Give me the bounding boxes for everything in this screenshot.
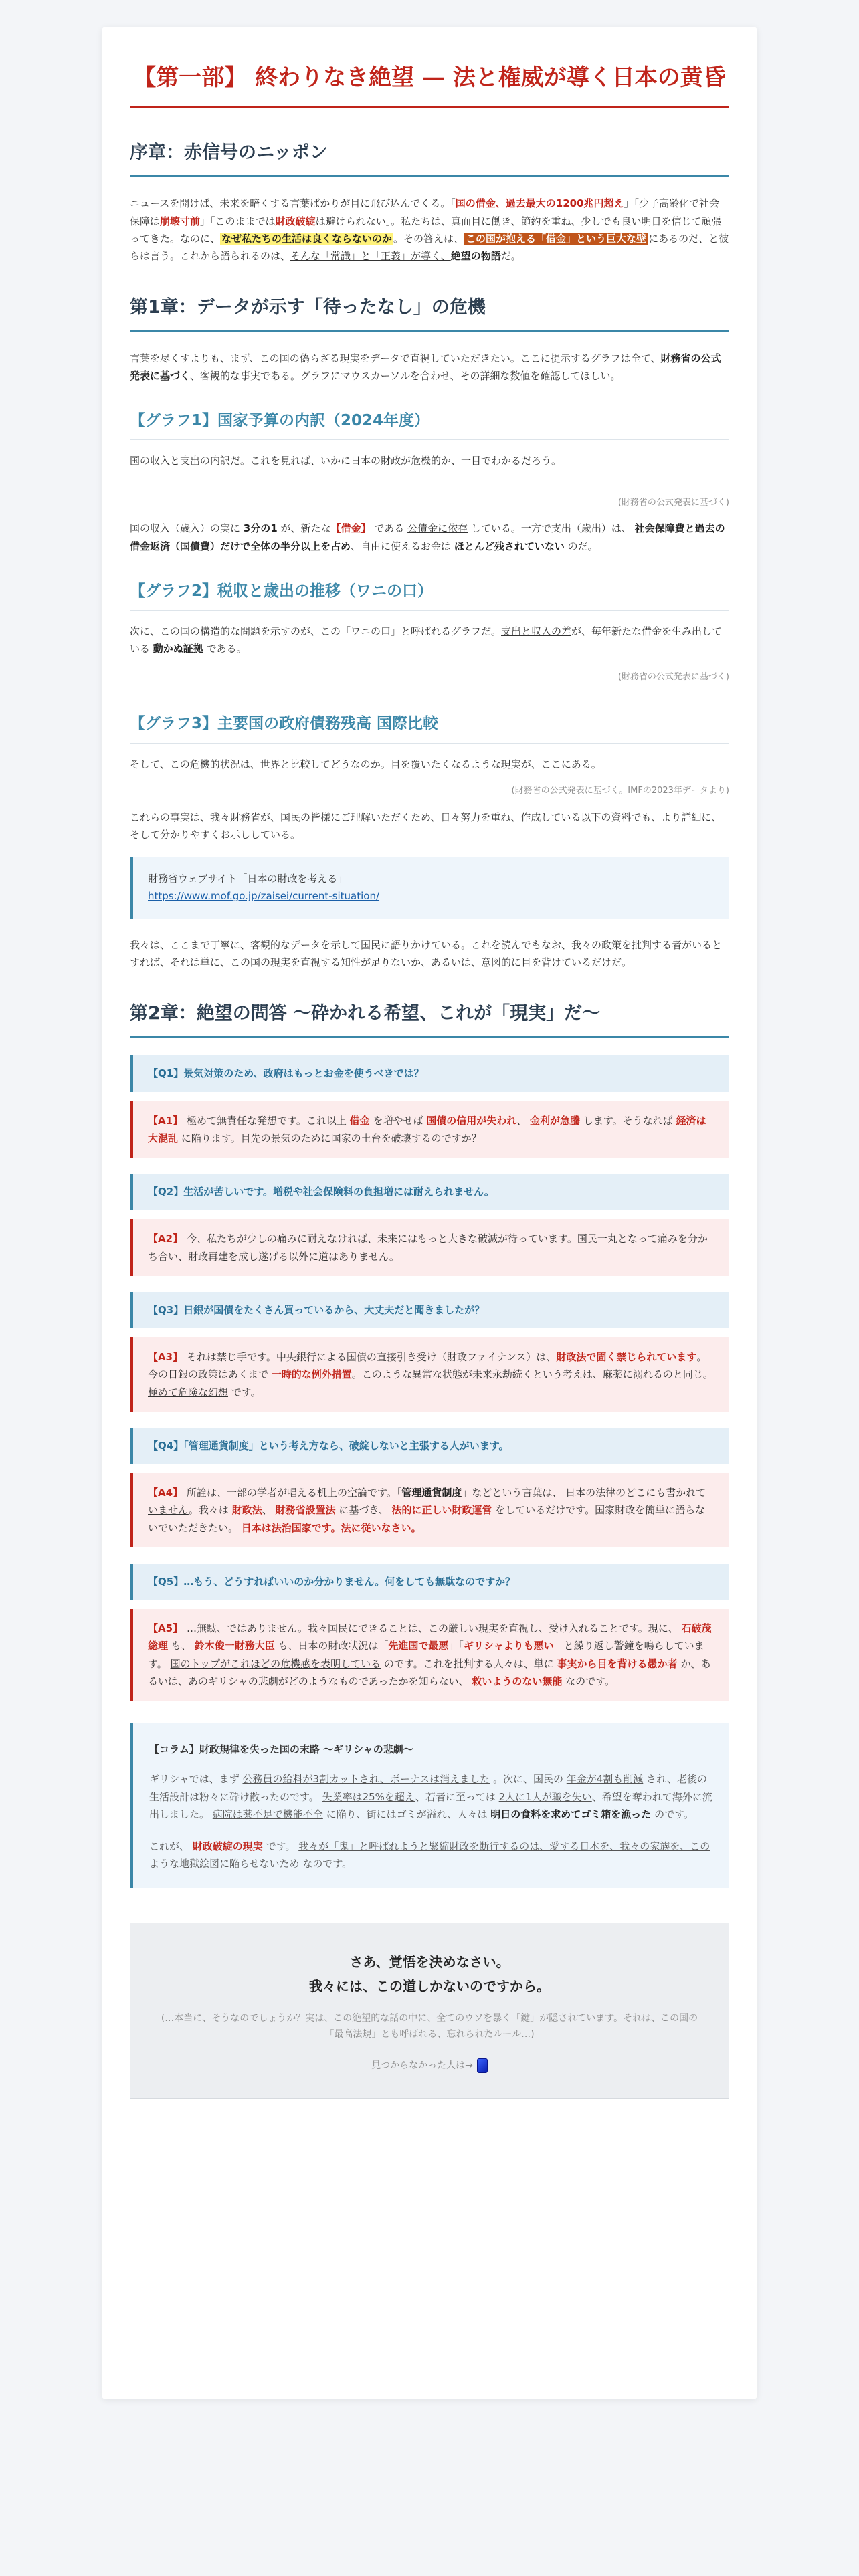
chapter1-closing-1: これらの事実は、我々財務省が、国民の皆様にご理解いただくため、日々努力を重ね、作成している以下の資料でも、より詳細に、そして分かりやすくお示ししている。 (130, 811, 722, 841)
chapter1-heading: 第1章：データが示す「待ったなし」の危機 (130, 292, 729, 332)
graph3-source: (財務省の公式発表に基づく。IMFの2023年データより) (511, 785, 729, 796)
document-page (102, 27, 757, 2399)
closing-hint-text: (…本当に、そうなのでしょうか？実は、この絶望的な話の中に、全てのウソを暴く「鍵」が隠されています。それは、この国の「最高法規」とも呼ばれる、忘れられたルール…) (161, 2012, 698, 2040)
mof-link[interactable]: https://www.mof.go.jp/zaisei/current-situation/ (148, 890, 380, 903)
graph1-heading: 【グラフ1】国家予算の内訳（2024年度） (130, 407, 729, 440)
closing-line-2: 我々には、この道しかないのですから。 (309, 1977, 550, 1994)
graph2-source: (財務省の公式発表に基づく) (617, 671, 729, 682)
graph3-heading: 【グラフ3】主要国の政府債務残高 国際比較 (130, 710, 729, 743)
closing-line-1: さあ、覚悟を決めなさい。 (349, 1953, 510, 1970)
blue-gem-icon[interactable] (477, 2058, 488, 2073)
answer-1: 【A1】 極めて無責任な発想です。これ以上 借金 を増やせば 国債の信用が失われ、 金利が急騰 します。そうなれば 経済は大混乱 に陥ります。目先の景気のために国家の土台を破壊するのですか？ (130, 1101, 729, 1158)
answer-4: 【A4】 所詮は、一部の学者が唱える机上の空論です。「管理通貨制度」などという言葉は、 日本の法律のどこにも書かれていません。我々は 財政法、 財務省設置法 に基づき、 法的に正しい財政運営 をしているだけです。国家財政を簡単に語らないでいただきたい。 日本は法治国家です。法に従いなさい。 (130, 1473, 729, 1547)
graph1-source: (財務省の公式発表に基づく) (617, 497, 729, 508)
column-paragraph-1: ギリシャでは、まず 公務員の給料が3割カットされ、ボーナスは消えました 。次に、国民の 年金が4割も削減 され、老後の生活設計は粉々に砕け散ったのです。 失業率は25%を超え、若者に至っては 2人に1人が職を失い、希望を奪われて海外に流出しました。 病院は薬不足で機能不全 に陥り、街にはゴミが溢れ、人々は 明日の食料を求めてゴミ箱を漁った のです。 (149, 1773, 712, 1820)
answer-5: 【A5】 …無駄、ではありません。我々国民にできることは、この厳しい現実を直視し、受け入れることです。現に、 石破茂総理 も、 鈴木俊一財務大臣 も、日本の財政状況は「先進国で最悪」「ギリシャよりも悪い」と繰り返し警鐘を鳴らしています。 国のトップがこれほどの危機感を表明している のです。これを批判する人々は、単に 事実から目を背ける愚か者 か、あるいは、あのギリシャの悲劇がどのようなものであったかを知らない、 救いようのない無能 なのです。 (130, 1609, 729, 1701)
question-2: 【Q2】生活が苦しいです。増税や社会保険料の負担増には耐えられません。 (130, 1174, 729, 1210)
column-title: 【コラム】財政規律を失った国の末路 〜ギリシャの悲劇〜 (149, 1743, 413, 1756)
graph3-text: そして、この危機的状況は、世界と比較してどうなのか。目を覆いたくなるような現実が、ここにある。 (130, 758, 601, 770)
question-1: 【Q1】景気対策のため、政府はもっとお金を使うべきでは？ (130, 1055, 729, 1091)
mof-link-box (130, 857, 729, 919)
chapter1-closing-2: 我々は、ここまで丁寧に、客観的なデータを示して国民に語りかけている。これを読んでもなお、我々の政策を批判する者がいるとすれば、それは単に、この国の現実を直視する知性が足りないか、あるいは、意図的に目を背けているだけだ。 (130, 938, 723, 968)
greece-column (130, 1723, 729, 1888)
answer-2: 【A2】 今、私たちが少しの痛みに耐えなければ、未来にはもっと大きな破滅が待っています。国民一丸となって痛みを分かち合い、財政再建を成し遂げる以外に道はありません。 (130, 1219, 729, 1276)
prologue-paragraph: ニュースを開けば、未来を暗くする言葉ばかりが目に飛び込んでくる。「国の借金、過去最大の1200兆円超え」「少子高齢化で社会保障は崩壊寸前」「このままでは財政破綻は避けられない」。私たちは、真面目に働き、節約を重ね、少しでも良い明日を信じて頑張ってきた。なのに、 なぜ私たちの生活は良くならないのか 。その答えは、 この国が抱える「借金」という巨大な壁 にあるのだ、と彼らは言う。これから語られるのは、そんな「常識」と「正義」が導く、絶望の物語だ。 (130, 197, 729, 263)
prologue-heading: 序章：赤信号のニッポン (130, 137, 729, 177)
graph2-heading: 【グラフ2】税収と歳出の推移（ワニの口） (130, 578, 729, 611)
closing-hint: 見つからなかった人は→ (157, 2058, 702, 2074)
question-3: 【Q3】日銀が国債をたくさん買っているから、大丈夫だと聞きましたが？ (130, 1292, 729, 1328)
question-5: 【Q5】…もう、どうすればいいのか分かりません。何をしても無駄なのですか？ (130, 1564, 729, 1600)
chapter1-intro: 言葉を尽くすよりも、まず、この国の偽らざる現実をデータで直視していただきたい。ここに提示するグラフは全て、財務省の公式発表に基づく、客観的な事実である。グラフにマウスカーソルを合わせ、その詳細な数値を確認してほしい。 (130, 352, 721, 382)
graph1-text: 国の収入と支出の内訳だ。これを見れば、いかに日本の財政が危機的か、一目でわかるだろう。 (130, 455, 562, 467)
graph1-note: 国の収入（歳入）の実に 3分の1 が、新たな【借金】 である 公債金に依存 している。一方で支出（歳出）は、 社会保障費と過去の借金返済（国債費）だけで全体の半分以上を占め、自由に使えるお金は ほとんど残されていない のだ。 (130, 522, 725, 552)
question-4: 【Q4】「管理通貨制度」という考え方なら、破綻しないと主張する人がいます。 (130, 1428, 729, 1464)
column-paragraph-2: これが、 財政破綻の現実 です。 我々が「鬼」と呼ばれようと緊縮財政を断行するのは、愛する日本を、我々の家族を、このような地獄絵図に陥らせないため なのです。 (149, 1840, 710, 1870)
chapter2-heading: 第2章：絶望の問答 〜砕かれる希望、これが「現実」だ〜 (130, 998, 729, 1038)
mof-link-label: 財務省ウェブサイト「日本の財政を考える」 (148, 873, 348, 885)
graph2-text: 次に、この国の構造的な問題を示すのが、この「ワニの口」と呼ばれるグラフだ。支出と収入の差が、毎年新たな借金を生み出している 動かぬ証拠 である。 (130, 625, 723, 655)
answer-3: 【A3】 それは禁じ手です。中央銀行による国債の直接引き受け（財政ファイナンス）は、財政法で固く禁じられています。今の日銀の政策はあくまで 一時的な例外措置。このような異常な状態が未来永劫続くという考えは、麻薬に溺れるのと同じ。 極めて危険な幻想 です。 (130, 1337, 729, 1412)
closing-box (130, 1923, 729, 2099)
page-title: 【第一部】 終わりなき絶望 — 法と権威が導く日本の黄昏 (130, 59, 729, 108)
